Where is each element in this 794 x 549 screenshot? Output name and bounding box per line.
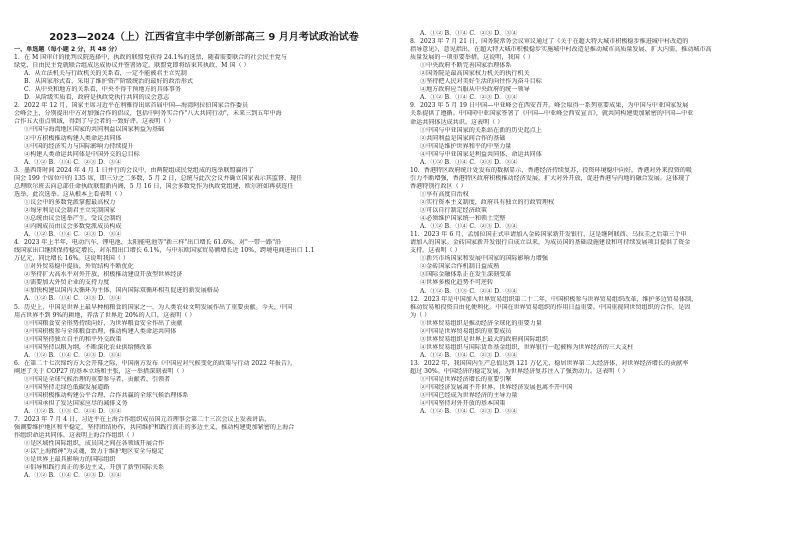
left-column-line: 选举，此次选举。这从根本上看表明（ ） [14,190,126,198]
right-column-line: 8．2023 年 7 月 21 日，国务院常务会议审议通过了《关于在超大特大城市积极稳步推进城中村改造的 [410,38,689,46]
left-column-line: ③中国坚持独立自主的和平外交政策 [24,335,122,343]
right-column-line: 关系提供了遵循。中国同中亚国家签署了《中国—中亚峰会西安宣言》，就共同构建更加紧密的中国—中亚 [410,110,694,118]
left-column-line: 1．在 M 国审计的批判议院选择中，执政的联盟党获得 24.1%的选票，随着需要联合的社会民主党与 [14,54,287,62]
left-column-line: A．①② B．①④ C．②③ D．③④ [24,351,122,359]
left-column-line: 绿党、自由民主党就联合组成达成协议并签署协定，联盟党即将结束其执政，M 国（ ） [14,62,250,70]
right-column-line: ②中国是世界贸易组织的重要成员 [420,327,512,335]
left-column-line: 3．墨西哥时间 2024 年 4 月 1 日并行的会议中，由两院组成民党组成的选举联盟赢得了 [14,166,254,174]
left-column-line: ③是世界上最具影响力的国际组织 [24,456,116,464]
right-column-line: 超过 30%。中国经济的稳定发展，为世界经济复苏注入了强劲动力。这表明（ ） [410,367,629,375]
right-column-line: A．①② B．①③ C．②④ D．③④ [420,287,518,295]
left-column-line: 阐述了关于 COP27 的基本立场和主张，这一举措深刻表明（ ） [14,367,188,375]
left-column-line: ③总统由议会选举产生，受议会制约 [24,214,122,222]
left-column-line: ④中国坚持以粮为纲，不断深化农业供给侧改革 [24,343,152,351]
right-column-line: ①享有高度自治权 [420,190,469,198]
left-column-line: 会峰会上，分别提出中方对加强合作的倡议，包括中阿务实合作"八大共同行动"，未来三到五年中海 [14,110,282,118]
left-column-line: ②坚持扩大高水平对外开放，积极推动建设开放型世界经济 [24,271,183,279]
left-column-line: A．①② B．①④ C．②③ D．③④ [24,158,122,166]
left-column-line: A．①② B．①④ C．②③ D．③④ [24,295,122,303]
left-column-line: 总理欧尔班去向总部任命执政联盟新内阁，5 月 16 日，国会多数党作为执政党组建，欧尔班如再获连任 [14,182,294,190]
left-column-line: 6．在第二十七次缔约方大会开幕之际，中国南方发布《中国应对气候变化的政策与行动 2022 年报告》， [14,359,297,367]
left-column-line: 作组织命运共同体。这表明上海合作组织（ ） [14,432,138,440]
right-column-line: ①中国是世界经济增长的重要引擎 [420,376,512,384]
left-column-line: ②中国坚持走绿色低碳发展道路 [24,383,110,391]
left-column-line: ③需要加大外贸企业的支持力度 [24,279,110,287]
left-column-line: 合作五大重点领域，得到了与会者的一致好评。这表明（ ） [14,118,175,126]
right-column-line: 命运共同体达成共识。这表明（ ） [410,118,504,126]
left-column-line: ④加快构建以国内大循环为主体、国内国际双循环相互促进的新发展格局 [24,287,219,295]
left-column-line: 万亿元，同比增长 16%。这说明我国（ ） [14,255,129,263]
right-column-line: ①世界贸易组织是推动经济全球化的重要力量 [420,319,542,327]
right-column-line: ④世界多极化趋势不可逆转 [420,279,494,287]
right-column-line: ③世界贸易组织是世界上最大的政府间国际组织 [420,335,548,343]
right-column-line: ①中央政府不断完善国家治理体系 [420,62,512,70]
left-column-line: ④中国承担了发达国家应尽的减排义务 [24,400,128,408]
right-column-line: ②金砖国家合作机制日益成熟 [420,263,500,271]
left-column [14,0,394,549]
right-column-line: 质量发展的一项重要举措。这说明，我国（ ） [410,54,534,62]
right-column-line: 为（ ） [410,311,431,319]
left-column-line: ②中国积极参与全球粮食治理，推动构建人类命运共同体 [24,327,177,335]
right-column-line: 10．香港特区政府统计处发布的数据显示，香港经济持续复苏，投资环境稳中向好，香港对外来投资的吸 [410,166,692,174]
left-column-line: 7．2023 年 7 月 4 日，习近平在上海合作组织成员国元首理事会第二十三次会议上发表讲话， [14,416,271,424]
right-column-line: ③中国已经成为世界经济的主导力量 [420,392,518,400]
right-column-line: 引力不断增强，香港特区政府积极推动经济发展，扩大对外开放，促进香港与内地的融合发展。这体现了 [410,174,691,182]
right-column-line: ④地方政府应当服从中央政府的统一领导 [420,86,530,94]
right-column-line: ③中国是维护世界和平的中坚力量 [420,142,512,150]
right-column-line: A．①② B．①④ C．②③ D．③④ [420,94,518,102]
right-column-line: A．①② B．①④ C．②③ D．③④ [420,223,518,231]
right-column-line: ④必须维护国家统一和领土完整 [420,215,506,223]
left-column-line: ①对外贸易稳中提质，外贸结构不断优化 [24,263,134,271]
right-column-line: ②实行资本主义制度，政府具有独立的行政管理权 [420,198,555,206]
left-column-line: 国会 199 个席位中的 135 席，即三分之二多数，5 月 2 日，总统与此次会议并确立国家表示其监督、现任 [14,174,303,182]
left-column-line: C．从中央和地方的关系看，中央不得干预地方的具体事务 [24,86,182,94]
left-column-line: ①是区域性国际组织，成员国之间在各领域开展合作 [24,440,165,448]
right-column-line: 香港特别行政区（ ） [410,182,467,190]
left-column-line: ④倡导和践行真正的多边主义，开创了新型国际关系 [24,464,165,472]
right-column-line: ③坚持把人民对美好生活的向往作为奋斗目标 [420,78,542,86]
right-column-line: ②共同利益是国家间合作的基础 [420,134,506,142]
right-column-line: ②国务院是最高国家权力机关的执行机关 [420,70,530,78]
right-column-line: 9．2023 年 5 月 19 日中国—中亚峰会在西安召开。峰会取得一系列重要成果，为中国与中亚国家发展 [410,102,689,110]
left-column-line: 一、单选题（每小题 2 分，共 48 分） [14,46,121,53]
right-column-line: 推动贸易和投资自由化便利化。中国在世界贸易组织的作用日益重要。中国重视同世贸组织的合作，是因 [410,303,691,311]
left-column-line: ④内阁成员由议会多数党派成员构成 [24,223,122,231]
right-column-line: 13．2022 年，我国国内生产总值达到 121 万亿元，稳居世界第二大经济体，对世界经济增长的贡献率 [410,359,689,367]
exam-title: 2023—2024（上）江西省宜丰中学创新部高三 9 月月考试政治试卷 [49,32,359,43]
left-column-line: A．①② B．①④ C．②③ D．③④ [24,231,122,239]
right-column-line: ④世界贸易组织与国际货币基金组织、世界银行一起被称为世界经济的三大支柱 [420,343,634,351]
left-column-line: ②匈牙利是议会制君主立宪制国家 [24,206,116,214]
left-column-line: ①中国与海湾地区国家的共同利益以国家利益为基础 [24,126,165,134]
left-column-line: ①中国是全球气候治理的重要参与者、贡献者、引领者 [24,375,171,383]
left-column-line: 5．历史上，中国是世界上最早种植粮食的国家之一，为人类农业文明发展作出了重要贡献。今天，中国 [14,303,293,311]
left-column-line: D．从阶级实质看，政府是执政党执行共同的议会意志 [24,94,170,102]
left-column-line: ②中方积极推动构建人类命运共同体 [24,134,122,142]
left-column-line: 用占世界不到 9%的耕地，养活了世界近 20%的人口，这表明（ ） [14,311,196,319]
left-column-line: ③中国积极推动构建公平合理、合作共赢的全球气候治理体系 [24,392,189,400]
left-column-line: 2．2022 年 12 月，国家主席习近平在利雅得出席首届中国—海湾阿拉伯国家合作委员 [14,102,249,110]
left-column-line: ②以"上海精神"为灵魂，致力于维护地区安全与稳定 [24,448,164,456]
left-column-line: A．①② B．①④ C．②③ D．③④ [24,472,122,480]
right-column-line: A．①② B．①④ C．②③ D．③④ [420,408,518,416]
right-column-line: 请加入的国家。金砖国家新开发银行自成立以来，为成员国的基础设施建设和可持续发展项目提供了资金 [410,239,691,247]
left-column-line: ③中国的经济实力与国际影响力持续提升 [24,142,134,150]
right-column-line: A．①② B．①④ C．②③ D．③④ [420,30,518,37]
left-column-line: ①中国粮食安全形势持续向好，为世界粮食安全作出了贡献 [24,319,183,327]
right-column-line: ③国际金融体系正在发生深刻变革 [420,271,512,279]
left-column-line: ④构建人类命运共同体是中国外交的总目标 [24,150,140,158]
right-column-line: ④中国与中亚国家是利益共同体、命运共同体 [420,150,542,158]
right-column-line: ③可以自行制定经济政策 [420,207,488,215]
left-column-line: ①议会中的多数党派掌握最高权力 [24,198,116,206]
right-column-line: ④中国坚持对外开放的基本国策 [420,400,506,408]
right-column-line: A．①② B．①④ C．②③ D．③④ [420,158,518,166]
right-column-line: ①新兴市场国家和发展中国家的国际影响力增强 [420,255,548,263]
left-column-line: 4．2023 年上半年，电动汽车、锂电池、太阳能电池等"新三样"出口增长 61.6%，对"一带一路"沿 [14,239,282,247]
right-column-line: A．①② B．①④ C．②③ D．③④ [420,351,518,359]
right-column-line: 支持。这表明（ ） [410,247,461,255]
right-column-line: ①中国与中亚国家的关系站在新的历史起点上 [420,126,542,134]
right-column-line: 12．2023 年是中国加入世界贸易组织第二十二年，中国积极参与世界贸易组织改革，维护多边贸易体制， [410,295,698,303]
left-column-line: B．从国家形式看，采用了维护资产阶级统治的最好的政治形式 [24,78,194,86]
left-text-block [14,46,394,481]
right-column-line: 指导意见》，意见指出，在超大特大城市积极稳步实施城中村改造是推动城市高质量发展、扩大内需、推动城市高 [410,46,712,54]
left-column-line: 强调要维护地区和平稳定，坚持团结协作，共同维护和践行真正的多边主义，推动构建更加紧密的上海合 [14,424,295,432]
left-column-line: A．①② B．①③ C．②④ D．③④ [24,408,122,416]
right-column-line: ②中国经济发展离不开世界，世界经济发展也离不开中国 [420,384,573,392]
right-column-line: 11．2023 年 6 月，孟加拉国正式申请加入金砖国家新开发银行，这是继阿联酋、乌拉圭之后第三个申 [410,231,687,239]
right-column [410,0,790,549]
left-column-line: 线国家出口继续保持稳定增长，对东盟出口增长 6.1%，与中东欧国家贸易额增长近 10%，跨境电商进出口 1.1 [14,247,315,255]
left-column-line: A．从立法机关与行政机关的关系看，一定不能被君主立宪制 [24,70,187,78]
right-text-block [410,30,790,416]
